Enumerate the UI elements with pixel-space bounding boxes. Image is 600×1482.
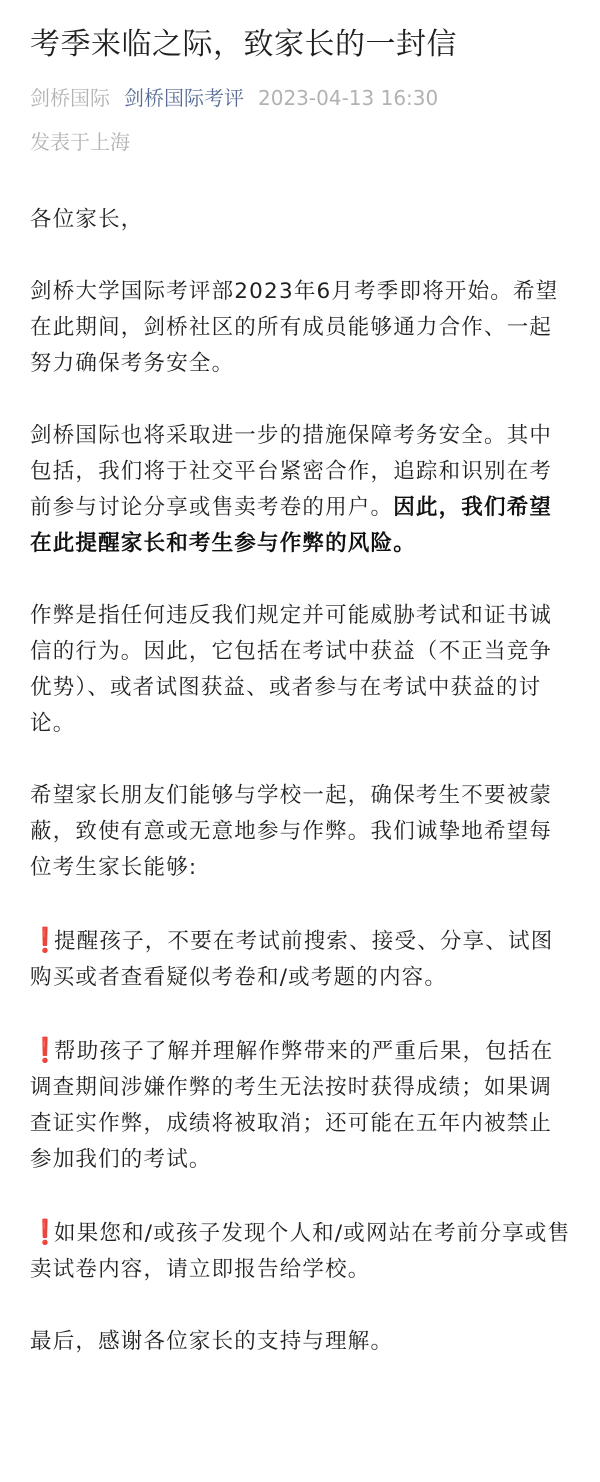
exclamation-icon: ❗ bbox=[30, 926, 62, 954]
bullet-item-1 bbox=[30, 922, 572, 996]
closing: 最后，感谢各位家长的支持与理解。 bbox=[30, 1329, 394, 1354]
bullet-item-3 bbox=[30, 1214, 572, 1288]
paragraph-3: 作弊是指任何违反我们规定并可能威胁考试和证书诚信的行为。因此，它包括在考试中获益（不正当竞争优势）、或者试图获益、或者参与在考试中获益的讨论。 bbox=[30, 603, 553, 736]
paragraph-1: 剑桥大学国际考评部2023年6月考季即将开始。希望在此期间，剑桥社区的所有成员能够通力合作、一起努力确保考务安全。 bbox=[30, 279, 559, 376]
meta-line-secondary bbox=[30, 128, 572, 156]
paragraph-2-text: 剑桥国际也将采取进一步的措施保障考务安全。其中包括，我们将于社交平台紧密合作，追踪和识别在考前参与讨论分享或售卖考卷的用户。 bbox=[30, 423, 553, 520]
article-meta bbox=[30, 84, 572, 156]
paragraph-2 bbox=[30, 418, 572, 562]
meta-line-primary bbox=[30, 84, 572, 112]
paragraph-4: 希望家长朋友们能够与学校一起，确保考生不要被蒙蔽，致使有意或无意地参与作弊。我们诚挚地希望每位考生家长能够: bbox=[30, 783, 553, 880]
exclamation-icon: ❗ bbox=[30, 1218, 62, 1246]
paragraph-2-bold: 因此，我们希望在此提醒家长和考生参与作弊的风险。 bbox=[30, 495, 553, 556]
article-body bbox=[30, 202, 572, 1360]
exclamation-icon: ❗ bbox=[30, 1036, 62, 1064]
author-name: 剑桥国际 bbox=[30, 86, 110, 110]
bullet-item-2 bbox=[30, 1032, 572, 1178]
publish-datetime: 2023-04-13 16:30 bbox=[258, 86, 439, 110]
bullet-2-text: 帮助孩子了解并理解作弊带来的严重后果，包括在调查期间涉嫌作弊的考生无法按时获得成绩；如果调查证实作弊，成绩将被取消；还可能在五年内被禁止参加我们的考试。 bbox=[30, 1039, 554, 1172]
greeting: 各位家长， bbox=[30, 207, 144, 232]
account-name-link[interactable]: 剑桥国际考评 bbox=[124, 86, 244, 110]
publish-location: 发表于上海 bbox=[30, 130, 130, 154]
bullet-1-text: 提醒孩子，不要在考试前搜索、接受、分享、试图购买或者查看疑似考卷和/或考题的内容。 bbox=[30, 929, 554, 990]
article-title: 考季来临之际，致家长的一封信 bbox=[30, 27, 457, 62]
bullet-3-text: 如果您和/或孩子发现个人和/或网站在考前分享或售卖试卷内容，请立即报告给学校。 bbox=[30, 1221, 571, 1282]
